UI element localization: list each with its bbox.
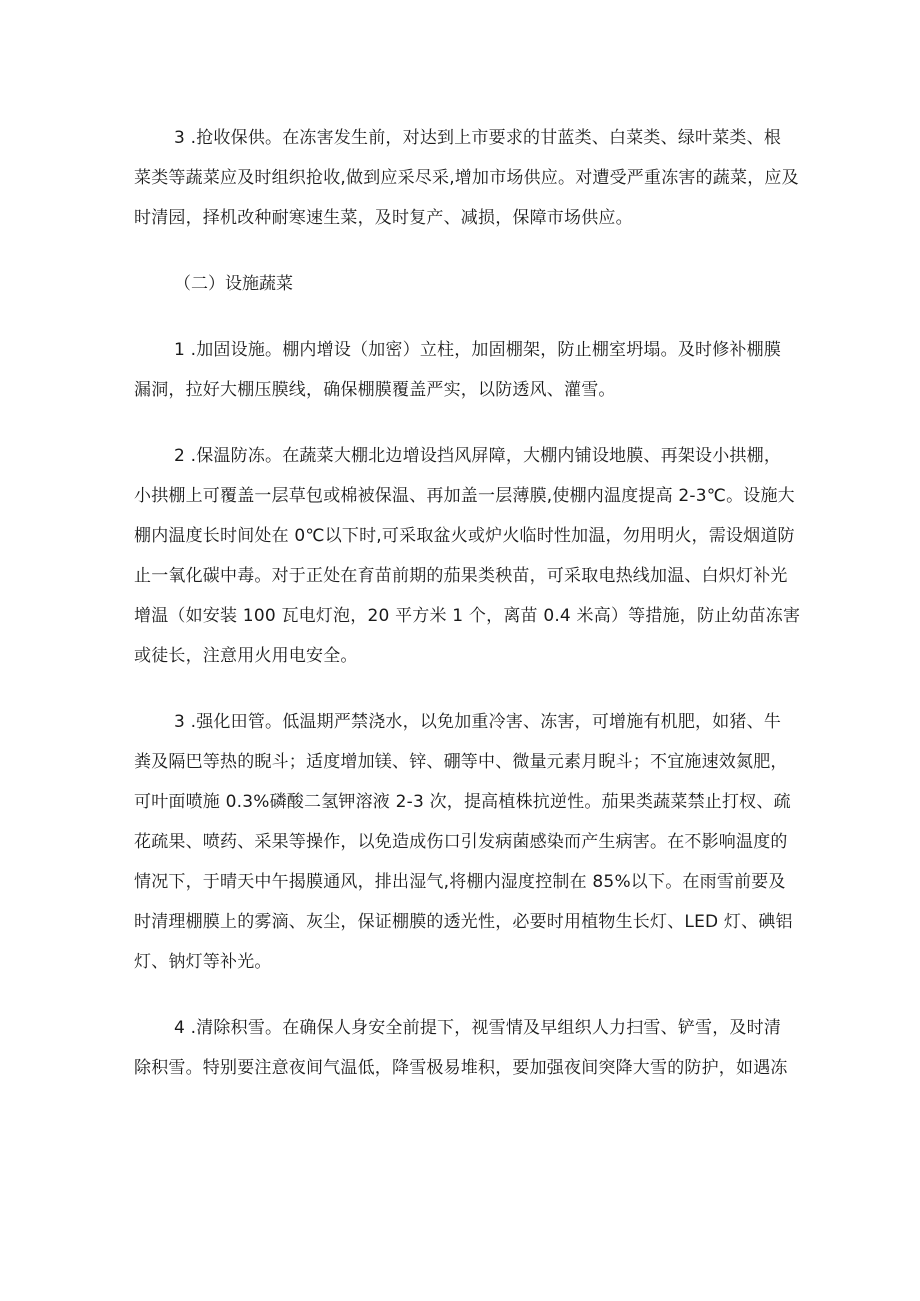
text-line: 或徒长，注意用火用电安全。 — [134, 646, 358, 666]
text-line: 可叶面喷施 0.3%磷酸二氢钾溶液 2-3 次，提高植株抗逆性。茄果类蔬菜禁止打杈、疏 — [134, 792, 791, 812]
paragraph-insulation-frost — [134, 436, 812, 676]
text-line: 增温（如安装 100 瓦电灯泡，20 平方米 1 个，离苗 0.4 米高）等措施，防止幼苗冻害 — [134, 606, 801, 626]
text-line: 粪及隔巴等热的睨斗；适度增加镁、锌、硼等中、微量元素月睨斗；不宜施速效氮肥， — [134, 752, 788, 772]
text-line: 时清理棚膜上的雾滴、灰尘，保证棚膜的透光性，必要时用植物生长灯、LED 灯、碘铝 — [134, 912, 793, 932]
text-line: 情况下，于晴天中午揭膜通风，排出湿气,将棚内湿度控制在 85%以下。在雨雪前要及 — [134, 872, 786, 892]
text-line: 止一氧化碳中毒。对于正处在育苗前期的茄果类秧苗，可采取电热线加温、白炽灯补光 — [134, 566, 788, 586]
paragraph-reinforce-facilities — [134, 330, 812, 410]
text-line: 2 .保温防冻。在蔬菜大棚北边增设挡风屏障，大棚内铺设地膜、再架设小拱棚， — [174, 446, 782, 466]
text-line: 棚内温度长时间处在 0℃以下时,可采取盆火或炉火临时性加温，勿用明火，需设烟道防 — [134, 526, 795, 546]
text-line: 3 .抢收保供。在冻害发生前，对达到上市要求的甘蓝类、白菜类、绿叶菜类、根 — [174, 128, 782, 148]
text-line: 小拱棚上可覆盖一层草包或棉被保温、再加盖一层薄膜,使棚内温度提高 2-3℃。设施大 — [134, 486, 795, 506]
paragraph-gap — [134, 238, 812, 264]
section-heading-facility-vegetables: （二）设施蔬菜 — [174, 274, 293, 294]
text-line: 时清园，择机改种耐寒速生菜，及时复产、减损，保障市场供应。 — [134, 208, 633, 228]
paragraph-gap — [134, 304, 812, 330]
paragraph-gap — [134, 982, 812, 1008]
text-line: 灯、钠灯等补光。 — [134, 952, 272, 972]
text-line: 3 .强化田管。低温期严禁浇水，以免加重冷害、冻害，可增施有机肥，如猪、牛 — [174, 712, 782, 732]
text-line: 1 .加固设施。棚内增设（加密）立柱，加固棚架，防止棚室坍塌。及时修补棚膜 — [174, 340, 782, 360]
paragraph-clear-snow — [134, 1008, 812, 1088]
text-line: 菜类等蔬菜应及时组织抢收,做到应采尽采,增加市场供应。对遭受严重冻害的蔬菜，应及 — [134, 168, 799, 188]
text-line: 4 .清除积雪。在确保人身安全前提下，视雪情及早组织人力扫雪、铲雪，及时清 — [174, 1018, 782, 1038]
paragraph-harvest-supply — [134, 118, 812, 238]
text-line: 除积雪。特别要注意夜间气温低，降雪极易堆积，要加强夜间突降大雪的防护，如遇冻 — [134, 1058, 788, 1078]
paragraph-field-management — [134, 702, 812, 982]
text-line: 漏洞，拉好大棚压膜线，确保棚膜覆盖严实，以防透风、灌雪。 — [134, 380, 616, 400]
text-line: 花疏果、喷药、采果等操作，以免造成伤口引发病菌感染而产生病害。在不影响温度的 — [134, 832, 788, 852]
paragraph-gap — [134, 676, 812, 702]
paragraph-gap — [134, 410, 812, 436]
